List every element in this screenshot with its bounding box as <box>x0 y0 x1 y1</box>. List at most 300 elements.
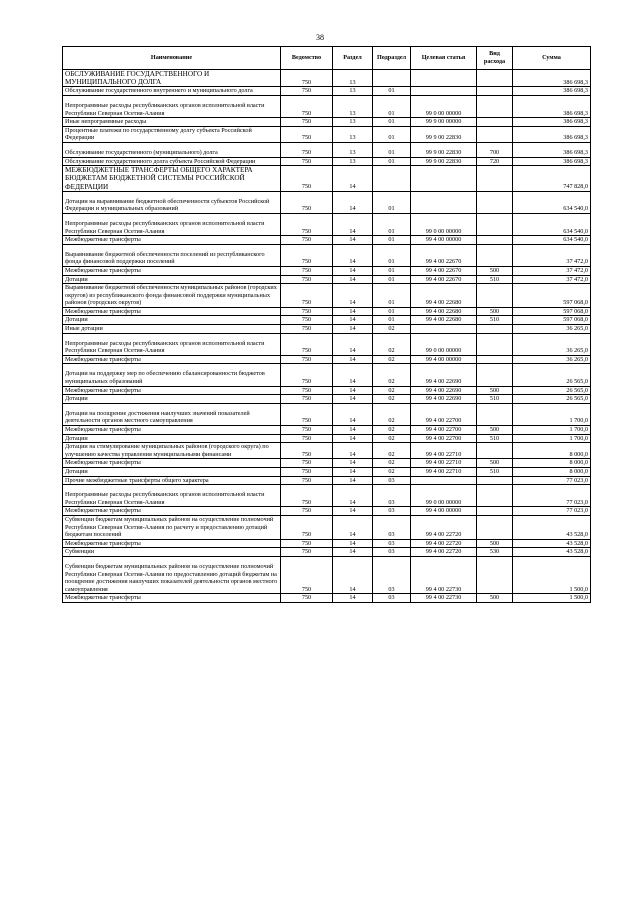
row-vedomstvo: 750 <box>281 96 333 118</box>
row-razdel: 13 <box>333 70 373 87</box>
row-vedomstvo: 750 <box>281 236 333 245</box>
table-row <box>63 191 591 213</box>
row-name: Дотации <box>63 395 281 404</box>
row-podrazdel: 02 <box>373 467 411 476</box>
row-razdel: 13 <box>333 96 373 118</box>
row-target-article: 99 4 00 22700 <box>411 434 477 443</box>
row-name: Дотации на выравнивание бюджетной обеспеченности субъектов Российской Федерации и муниципальных образований <box>63 191 281 213</box>
row-vedomstvo: 750 <box>281 443 333 459</box>
row-sum: 386 698,3 <box>513 157 591 166</box>
row-expense-type <box>477 507 513 516</box>
row-sum: 36 265,0 <box>513 325 591 334</box>
table-row <box>63 467 591 476</box>
row-target-article: 99 9 00 00000 <box>411 118 477 127</box>
row-name: ОБСЛУЖИВАНИЕ ГОСУДАРСТВЕННОГО И МУНИЦИПАЛЬНОГО ДОЛГА <box>63 70 281 87</box>
row-target-article: 99 4 00 22710 <box>411 467 477 476</box>
row-name: Межбюджетные трансферты <box>63 539 281 548</box>
row-name: Межбюджетные трансферты <box>63 307 281 316</box>
row-podrazdel: 02 <box>373 443 411 459</box>
row-name: Непрограммные расходы республиканских органов исполнительной власти Республики Северная Осетия-Алания <box>63 333 281 355</box>
row-sum: 36 265,0 <box>513 355 591 364</box>
row-name: Дотации на поддержку мер по обеспечению сбалансированности бюджетов муниципальных образований <box>63 364 281 386</box>
row-vedomstvo: 750 <box>281 157 333 166</box>
table-row <box>63 118 591 127</box>
row-razdel: 14 <box>333 539 373 548</box>
row-podrazdel: 01 <box>373 96 411 118</box>
row-target-article: 99 4 00 22710 <box>411 443 477 459</box>
row-podrazdel <box>373 166 411 192</box>
row-razdel: 14 <box>333 333 373 355</box>
row-sum: 597 068,0 <box>513 307 591 316</box>
row-sum: 77 023,0 <box>513 507 591 516</box>
row-podrazdel: 01 <box>373 213 411 235</box>
row-target-article <box>411 191 477 213</box>
row-vedomstvo: 750 <box>281 213 333 235</box>
row-podrazdel: 02 <box>373 364 411 386</box>
row-vedomstvo: 750 <box>281 426 333 435</box>
row-target-article <box>411 476 477 485</box>
row-podrazdel: 03 <box>373 507 411 516</box>
table-row <box>63 244 591 266</box>
table-row <box>63 275 591 284</box>
row-name: Субвенции <box>63 548 281 557</box>
table-row <box>63 515 591 539</box>
row-target-article <box>411 166 477 192</box>
row-razdel: 14 <box>333 166 373 192</box>
row-podrazdel: 01 <box>373 307 411 316</box>
row-razdel: 14 <box>333 403 373 425</box>
row-vedomstvo: 750 <box>281 333 333 355</box>
row-expense-type: 510 <box>477 395 513 404</box>
row-razdel: 14 <box>333 244 373 266</box>
row-vedomstvo: 750 <box>281 459 333 468</box>
row-name: Дотации на поощрение достижения наилучших значений показателей деятельности органов местного самоуправления <box>63 403 281 425</box>
row-target-article: 99 4 00 22680 <box>411 284 477 308</box>
table-row <box>63 539 591 548</box>
row-sum: 8 000,0 <box>513 443 591 459</box>
row-name: Межбюджетные трансферты <box>63 459 281 468</box>
row-vedomstvo: 750 <box>281 467 333 476</box>
table-row <box>63 459 591 468</box>
row-vedomstvo: 750 <box>281 284 333 308</box>
row-podrazdel: 01 <box>373 191 411 213</box>
row-vedomstvo: 750 <box>281 594 333 603</box>
row-razdel: 14 <box>333 556 373 593</box>
table-row <box>63 307 591 316</box>
row-podrazdel: 02 <box>373 325 411 334</box>
table-row <box>63 507 591 516</box>
row-sum: 386 698,3 <box>513 126 591 142</box>
row-name: Прочие межбюджетные трансферты общего характера <box>63 476 281 485</box>
row-sum: 386 698,3 <box>513 70 591 87</box>
row-name: Непрограммные расходы республиканских органов исполнительной власти Республики Северная Осетия-Алания <box>63 96 281 118</box>
row-target-article: 99 4 00 22670 <box>411 275 477 284</box>
row-expense-type <box>477 166 513 192</box>
row-sum: 43 528,0 <box>513 548 591 557</box>
row-podrazdel: 03 <box>373 556 411 593</box>
row-sum: 1 700,0 <box>513 426 591 435</box>
row-expense-type <box>477 443 513 459</box>
row-razdel: 13 <box>333 142 373 157</box>
table-row <box>63 284 591 308</box>
row-razdel: 14 <box>333 266 373 275</box>
row-vedomstvo: 750 <box>281 166 333 192</box>
row-expense-type: 510 <box>477 434 513 443</box>
row-vedomstvo: 750 <box>281 244 333 266</box>
row-name: Обслуживание государственного долга субъекта Российской Федерации <box>63 157 281 166</box>
row-target-article: 99 9 00 22830 <box>411 142 477 157</box>
row-podrazdel: 02 <box>373 355 411 364</box>
row-name: Субвенции бюджетам муниципальных районов на осуществление полномочий Республики Северная Осетия-Алания по предоставлению дотаций бюджетам на поощрение достижения наилучших показателей деятельности органов местного самоуправления <box>63 556 281 593</box>
row-target-article: 99 4 00 22670 <box>411 244 477 266</box>
row-vedomstvo: 750 <box>281 515 333 539</box>
row-target-article: 99 4 00 22720 <box>411 515 477 539</box>
row-expense-type: 500 <box>477 459 513 468</box>
row-name: Дотации <box>63 316 281 325</box>
table-row <box>63 364 591 386</box>
row-vedomstvo: 750 <box>281 275 333 284</box>
row-target-article: 99 4 00 22680 <box>411 316 477 325</box>
row-sum: 1 700,0 <box>513 434 591 443</box>
row-sum: 37 472,0 <box>513 244 591 266</box>
row-razdel: 13 <box>333 126 373 142</box>
table-row <box>63 594 591 603</box>
table-row <box>63 434 591 443</box>
row-sum: 634 540,0 <box>513 191 591 213</box>
row-target-article: 99 0 00 00000 <box>411 333 477 355</box>
table-row <box>63 443 591 459</box>
row-sum: 386 698,3 <box>513 96 591 118</box>
row-sum: 1 500,0 <box>513 556 591 593</box>
row-target-article: 99 4 00 22690 <box>411 364 477 386</box>
row-target-article: 99 9 00 22830 <box>411 126 477 142</box>
row-podrazdel: 03 <box>373 548 411 557</box>
row-expense-type <box>477 236 513 245</box>
row-expense-type <box>477 96 513 118</box>
table-body <box>63 70 591 603</box>
table-row <box>63 236 591 245</box>
row-razdel: 14 <box>333 364 373 386</box>
row-expense-type <box>477 213 513 235</box>
row-sum: 747 828,0 <box>513 166 591 192</box>
header-target-article: Целевая статья <box>411 47 477 70</box>
row-target-article: 99 4 00 22690 <box>411 395 477 404</box>
row-target-article: 99 4 00 22720 <box>411 539 477 548</box>
row-sum: 43 528,0 <box>513 515 591 539</box>
row-podrazdel: 01 <box>373 157 411 166</box>
row-podrazdel: 01 <box>373 142 411 157</box>
row-target-article: 99 4 00 22700 <box>411 426 477 435</box>
row-razdel: 14 <box>333 459 373 468</box>
row-name: Выравнивание бюджетной обеспеченности муниципальных районов (городских округов) из республиканского фонда финансовой поддержки муниципальных районов (городских округов) <box>63 284 281 308</box>
row-razdel: 14 <box>333 236 373 245</box>
row-vedomstvo: 750 <box>281 556 333 593</box>
row-podrazdel: 01 <box>373 275 411 284</box>
table-row <box>63 476 591 485</box>
row-podrazdel: 01 <box>373 118 411 127</box>
row-podrazdel: 01 <box>373 126 411 142</box>
row-vedomstvo: 750 <box>281 386 333 395</box>
row-expense-type <box>477 403 513 425</box>
row-name: Иные непрограммные расходы <box>63 118 281 127</box>
row-vedomstvo: 750 <box>281 266 333 275</box>
row-vedomstvo: 750 <box>281 355 333 364</box>
table-row <box>63 126 591 142</box>
row-sum: 8 000,0 <box>513 459 591 468</box>
row-razdel: 14 <box>333 434 373 443</box>
row-name: Межбюджетные трансферты <box>63 507 281 516</box>
row-expense-type <box>477 191 513 213</box>
row-expense-type: 500 <box>477 266 513 275</box>
row-vedomstvo: 750 <box>281 325 333 334</box>
row-sum: 386 698,3 <box>513 87 591 96</box>
row-name: Выравнивание бюджетной обеспеченности поселений из республиканского фонда финансовой поддержки поселений <box>63 244 281 266</box>
row-razdel: 14 <box>333 213 373 235</box>
row-expense-type: 500 <box>477 307 513 316</box>
row-expense-type: 500 <box>477 539 513 548</box>
row-razdel: 14 <box>333 355 373 364</box>
row-name: Непрограммные расходы республиканских органов исполнительной власти Республики Северная Осетия-Алания <box>63 213 281 235</box>
table-row <box>63 426 591 435</box>
row-expense-type: 700 <box>477 142 513 157</box>
row-sum: 634 540,0 <box>513 213 591 235</box>
row-name: Межбюджетные трансферты <box>63 426 281 435</box>
row-vedomstvo: 750 <box>281 548 333 557</box>
row-podrazdel: 03 <box>373 485 411 507</box>
row-vedomstvo: 750 <box>281 485 333 507</box>
table-row <box>63 403 591 425</box>
row-razdel: 14 <box>333 594 373 603</box>
row-name: Межбюджетные трансферты <box>63 355 281 364</box>
row-podrazdel: 01 <box>373 316 411 325</box>
row-sum: 386 698,3 <box>513 142 591 157</box>
table-row <box>63 166 591 192</box>
row-expense-type: 500 <box>477 594 513 603</box>
table-row <box>63 213 591 235</box>
table-row <box>63 395 591 404</box>
row-razdel: 14 <box>333 507 373 516</box>
row-sum: 37 472,0 <box>513 275 591 284</box>
row-target-article: 99 4 00 00000 <box>411 507 477 516</box>
row-name: Дотации <box>63 275 281 284</box>
header-vedomstvo: Ведомство <box>281 47 333 70</box>
header-sum: Сумма <box>513 47 591 70</box>
row-razdel: 14 <box>333 191 373 213</box>
row-name: Непрограммные расходы республиканских органов исполнительной власти Республики Северная Осетия-Алания <box>63 485 281 507</box>
row-name: Межбюджетные трансферты <box>63 594 281 603</box>
row-name: Дотации на стимулирование муниципальных районов (городского округа) по улучшению качества управления муниципальными финансами <box>63 443 281 459</box>
row-target-article: 99 4 00 22730 <box>411 594 477 603</box>
row-vedomstvo: 750 <box>281 403 333 425</box>
row-razdel: 14 <box>333 307 373 316</box>
row-podrazdel: 01 <box>373 266 411 275</box>
row-podrazdel: 02 <box>373 333 411 355</box>
row-podrazdel: 02 <box>373 459 411 468</box>
row-vedomstvo: 750 <box>281 118 333 127</box>
row-sum: 1 500,0 <box>513 594 591 603</box>
row-razdel: 14 <box>333 395 373 404</box>
row-vedomstvo: 750 <box>281 539 333 548</box>
row-target-article: 99 9 00 22830 <box>411 157 477 166</box>
row-target-article: 99 4 00 22700 <box>411 403 477 425</box>
header-razdel: Раздел <box>333 47 373 70</box>
row-expense-type <box>477 70 513 87</box>
row-expense-type <box>477 355 513 364</box>
row-vedomstvo: 750 <box>281 434 333 443</box>
row-podrazdel: 01 <box>373 87 411 96</box>
row-expense-type <box>477 325 513 334</box>
row-razdel: 14 <box>333 386 373 395</box>
row-sum: 26 565,0 <box>513 364 591 386</box>
row-razdel: 14 <box>333 275 373 284</box>
row-podrazdel: 02 <box>373 386 411 395</box>
row-expense-type <box>477 244 513 266</box>
row-name: Дотации <box>63 434 281 443</box>
row-vedomstvo: 750 <box>281 126 333 142</box>
budget-table <box>62 46 591 603</box>
row-sum: 597 068,0 <box>513 284 591 308</box>
table-row <box>63 548 591 557</box>
row-vedomstvo: 750 <box>281 316 333 325</box>
row-name: Процентные платежи по государственному долгу субъекта Российской Федерации <box>63 126 281 142</box>
table-row <box>63 266 591 275</box>
row-name: Межбюджетные трансферты <box>63 236 281 245</box>
row-vedomstvo: 750 <box>281 142 333 157</box>
row-sum: 36 265,0 <box>513 333 591 355</box>
row-expense-type <box>477 515 513 539</box>
header-podrazdel: Подраздел <box>373 47 411 70</box>
row-expense-type <box>477 476 513 485</box>
row-podrazdel: 01 <box>373 244 411 266</box>
row-expense-type <box>477 118 513 127</box>
row-vedomstvo: 750 <box>281 191 333 213</box>
row-target-article <box>411 87 477 96</box>
table-row <box>63 87 591 96</box>
row-expense-type <box>477 364 513 386</box>
row-target-article: 99 4 00 22690 <box>411 386 477 395</box>
row-target-article: 99 4 00 22720 <box>411 548 477 557</box>
row-razdel: 13 <box>333 157 373 166</box>
row-razdel: 14 <box>333 443 373 459</box>
row-podrazdel: 02 <box>373 426 411 435</box>
row-expense-type: 510 <box>477 275 513 284</box>
row-podrazdel: 03 <box>373 539 411 548</box>
row-target-article: 99 4 00 22670 <box>411 266 477 275</box>
row-name: Межбюджетные трансферты <box>63 266 281 275</box>
row-razdel: 13 <box>333 87 373 96</box>
row-vedomstvo: 750 <box>281 507 333 516</box>
row-expense-type: 500 <box>477 426 513 435</box>
row-expense-type <box>477 485 513 507</box>
row-expense-type: 510 <box>477 316 513 325</box>
row-podrazdel: 03 <box>373 594 411 603</box>
table-row <box>63 157 591 166</box>
table-header-row <box>63 47 591 70</box>
row-podrazdel: 02 <box>373 403 411 425</box>
table-row <box>63 386 591 395</box>
row-vedomstvo: 750 <box>281 395 333 404</box>
table-row <box>63 485 591 507</box>
row-podrazdel: 02 <box>373 395 411 404</box>
row-podrazdel <box>373 70 411 87</box>
table-row <box>63 556 591 593</box>
row-podrazdel: 03 <box>373 515 411 539</box>
row-name: МЕЖБЮДЖЕТНЫЕ ТРАНСФЕРТЫ ОБЩЕГО ХАРАКТЕРА БЮДЖЕТАМ БЮДЖЕТНОЙ СИСТЕМЫ РОССИЙСКОЙ ФЕДЕРАЦИИ <box>63 166 281 192</box>
row-sum: 26 565,0 <box>513 395 591 404</box>
row-target-article: 99 0 00 00000 <box>411 485 477 507</box>
row-expense-type <box>477 126 513 142</box>
row-target-article: 99 0 00 00000 <box>411 213 477 235</box>
row-target-article: 99 4 00 22710 <box>411 459 477 468</box>
row-razdel: 14 <box>333 316 373 325</box>
row-sum: 386 698,3 <box>513 118 591 127</box>
row-expense-type <box>477 556 513 593</box>
row-razdel: 14 <box>333 325 373 334</box>
row-expense-type: 500 <box>477 386 513 395</box>
row-expense-type <box>477 284 513 308</box>
table-row <box>63 325 591 334</box>
row-target-article <box>411 325 477 334</box>
row-name: Субвенции бюджетам муниципальных районов на осуществление полномочий Республики Северная Осетия-Алания по расчету и предоставлению дотаций бюджетам поселений <box>63 515 281 539</box>
row-sum: 8 000,0 <box>513 467 591 476</box>
row-sum: 634 540,0 <box>513 236 591 245</box>
row-expense-type: 510 <box>477 467 513 476</box>
row-sum: 597 068,0 <box>513 316 591 325</box>
row-sum: 37 472,0 <box>513 266 591 275</box>
row-razdel: 14 <box>333 467 373 476</box>
row-expense-type: 530 <box>477 548 513 557</box>
row-target-article: 99 4 00 00000 <box>411 355 477 364</box>
row-expense-type: 720 <box>477 157 513 166</box>
row-razdel: 14 <box>333 548 373 557</box>
row-target-article: 99 4 00 22680 <box>411 307 477 316</box>
row-target-article: 99 4 00 22730 <box>411 556 477 593</box>
row-sum: 26 565,0 <box>513 386 591 395</box>
row-name: Иные дотации <box>63 325 281 334</box>
table-row <box>63 70 591 87</box>
row-target-article: 99 0 00 00000 <box>411 96 477 118</box>
page-number: 38 <box>316 33 324 42</box>
row-vedomstvo: 750 <box>281 307 333 316</box>
table-row <box>63 333 591 355</box>
table-row <box>63 96 591 118</box>
row-vedomstvo: 750 <box>281 476 333 485</box>
row-expense-type <box>477 87 513 96</box>
row-vedomstvo: 750 <box>281 87 333 96</box>
row-podrazdel: 02 <box>373 434 411 443</box>
row-expense-type <box>477 333 513 355</box>
row-sum: 1 700,0 <box>513 403 591 425</box>
header-expense-type: Вид расхода <box>477 47 513 70</box>
table-row <box>63 142 591 157</box>
row-razdel: 14 <box>333 284 373 308</box>
row-razdel: 14 <box>333 426 373 435</box>
row-razdel: 14 <box>333 476 373 485</box>
row-podrazdel: 03 <box>373 476 411 485</box>
row-name: Обслуживание государственного внутреннего и муниципального долга <box>63 87 281 96</box>
row-vedomstvo: 750 <box>281 364 333 386</box>
row-podrazdel: 01 <box>373 284 411 308</box>
table-row <box>63 316 591 325</box>
row-sum: 77 023,0 <box>513 476 591 485</box>
row-razdel: 14 <box>333 515 373 539</box>
row-razdel: 13 <box>333 118 373 127</box>
row-name: Межбюджетные трансферты <box>63 386 281 395</box>
row-razdel: 14 <box>333 485 373 507</box>
row-name: Дотации <box>63 467 281 476</box>
table-row <box>63 355 591 364</box>
row-vedomstvo: 750 <box>281 70 333 87</box>
